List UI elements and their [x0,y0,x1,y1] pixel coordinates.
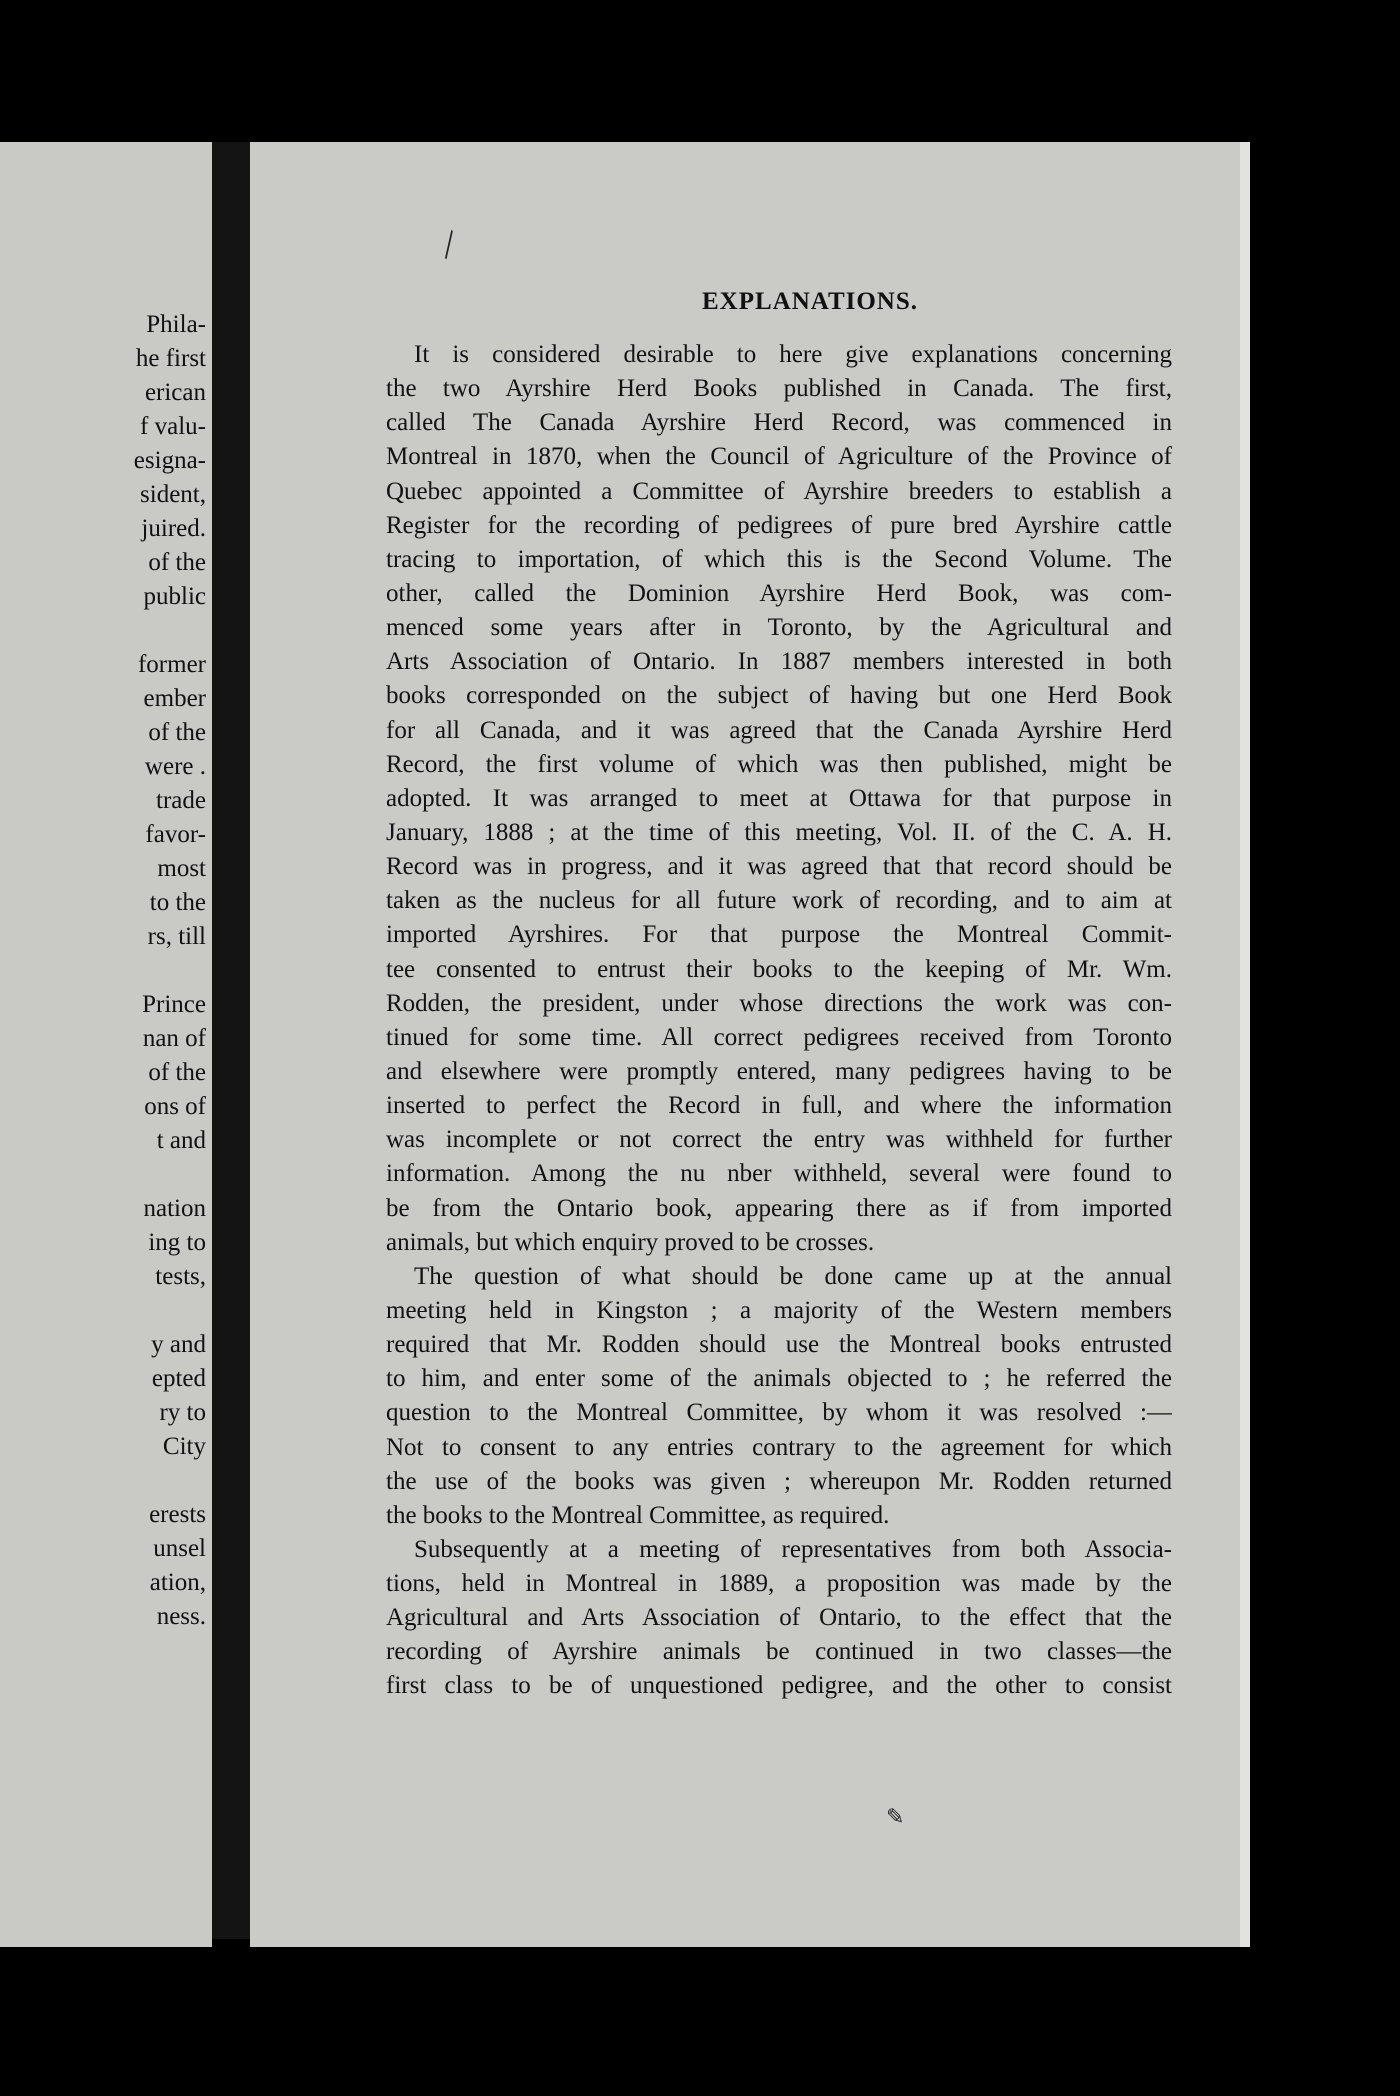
book-gutter [212,142,250,1939]
text-line: the use of the books was given ; whereupon Mr. Rodden returned [386,1467,1172,1495]
left-page-fragment: sident, [140,481,206,508]
text-line: Not to consent to any entries contrary to the agreement for which [386,1433,1172,1461]
text-line: first class to be of unquestioned pedigree, and the other to consist [386,1672,1172,1700]
left-page-fragment: of the [148,549,206,576]
left-page-fragment: esigna- [133,447,206,474]
text-line: to him, and enter some of the animals objected to ; he referred the [386,1365,1172,1393]
left-page-fragment: f valu- [140,413,206,440]
text-line: imported Ayrshires. For that purpose the Montreal Commit- [386,921,1172,949]
ink-smudge: ✎ [886,1804,905,1829]
text-line: Record, the first volume of which was then published, might be [386,750,1172,778]
text-line: tee consented to entrust their books to the keeping of Mr. Wm. [386,955,1172,983]
text-line: question to the Montreal Committee, by whom it was resolved :— [386,1399,1172,1427]
text-line: Arts Association of Ontario. In 1887 members interested in both [386,648,1172,676]
left-page-fragment: unsel [153,1535,206,1562]
text-line: information. Among the nu nber withheld, several were found to [386,1160,1172,1188]
left-page-fragment: of the [148,719,206,746]
text-line: January, 1888 ; at the time of this meeting, Vol. II. of the C. A. H. [386,818,1172,846]
left-page-fragment: y and [151,1331,206,1358]
text-line: Subsequently at a meeting of representatives from both Associa- [414,1535,1172,1563]
text-line: animals, but which enquiry proved to be crosses. [386,1228,875,1256]
left-page-fragment: ons of [144,1093,206,1120]
text-line: Agricultural and Arts Association of Ontario, to the effect that the [386,1604,1172,1632]
left-page-fragment: former [137,651,206,678]
text-line: Montreal in 1870, when the Council of Agriculture of the Province of [386,443,1172,471]
left-page-fragment: to the [149,889,206,916]
left-page-fragment: public [143,583,206,610]
left-page-fragment: ember [143,685,206,712]
left-page-fragment: juired. [141,515,206,542]
left-page-fragment: ing to [148,1229,206,1256]
text-line: tions, held in Montreal in 1889, a proposition was made by the [386,1570,1172,1598]
text-line: called The Canada Ayrshire Herd Record, was commenced in [386,409,1172,437]
text-line: the books to the Montreal Committee, as required. [386,1501,890,1529]
left-page [0,142,212,1947]
text-line: was incomplete or not correct the entry was withheld for further [386,1126,1172,1154]
text-line: books corresponded on the subject of having but one Herd Book [386,682,1172,710]
right-page [250,142,1250,1947]
text-line: tinued for some time. All correct pedigrees received from Toronto [386,1023,1172,1051]
text-line: It is considered desirable to here give explanations concerning [414,341,1172,368]
text-line: tracing to importation, of which this is the Second Volume. The [386,545,1172,573]
left-page-fragment: tests, [155,1263,206,1290]
text-line: meeting held in Kingston ; a majority of the Western members [386,1296,1172,1324]
left-page-fragment: epted [151,1365,206,1392]
text-line: Rodden, the president, under whose directions the work was con- [386,989,1172,1017]
left-page-fragment: erican [144,379,206,406]
left-page-fragment: erests [149,1501,206,1528]
left-page-fragment: he first [135,345,206,372]
text-line: be from the Ontario book, appearing there as if from imported [386,1194,1172,1222]
left-page-fragment: t and [156,1127,206,1154]
text-line: Register for the recording of pedigrees of pure bred Ayrshire cattle [386,511,1172,539]
text-line: Record was in progress, and it was agreed that that record should be [386,853,1172,881]
left-page-fragment: City [162,1433,206,1460]
text-line: other, called the Dominion Ayrshire Herd Book, was com- [386,579,1172,607]
left-page-fragment: nan of [142,1025,206,1052]
explanations-text [386,338,1172,1704]
text-line: for all Canada, and it was agreed that the Canada Ayrshire Herd [386,716,1172,744]
left-page-fragment: ry to [159,1399,206,1426]
left-page-fragment: favor- [145,821,206,848]
left-page-fragment: Phila- [146,311,206,338]
page-title: EXPLANATIONS. [701,288,919,315]
left-page-fragment: ness. [156,1603,206,1630]
left-page-fragment: most [157,855,206,882]
text-line: adopted. It was arranged to meet at Ottawa for that purpose in [386,784,1172,812]
text-line: taken as the nucleus for all future work of recording, and to aim at [386,887,1172,915]
left-page-fragment: Prince [142,991,206,1018]
text-line: required that Mr. Rodden should use the Montreal books entrusted [386,1331,1172,1359]
text-line: The question of what should be done came up at the annual [414,1262,1172,1290]
text-line: and elsewhere were promptly entered, many pedigrees having to be [386,1057,1172,1085]
left-page-fragment: were . [144,753,206,780]
text-line: Quebec appointed a Committee of Ayrshire breeders to establish a [386,477,1172,505]
left-page-fragment: rs, till [147,923,206,950]
text-line: inserted to perfect the Record in full, and where the information [386,1092,1172,1120]
left-page-fragment: nation [143,1195,206,1222]
left-page-fragment: ation, [149,1569,206,1596]
text-line: recording of Ayrshire animals be continued in two classes—the [386,1638,1172,1666]
left-page-fragment: trade [156,787,206,814]
left-page-fragment: of the [148,1059,206,1086]
text-line: the two Ayrshire Herd Books published in Canada. The first, [386,375,1172,403]
text-line: menced some years after in Toronto, by the Agricultural and [386,614,1172,642]
pencil-mark: ╲ [435,230,463,259]
